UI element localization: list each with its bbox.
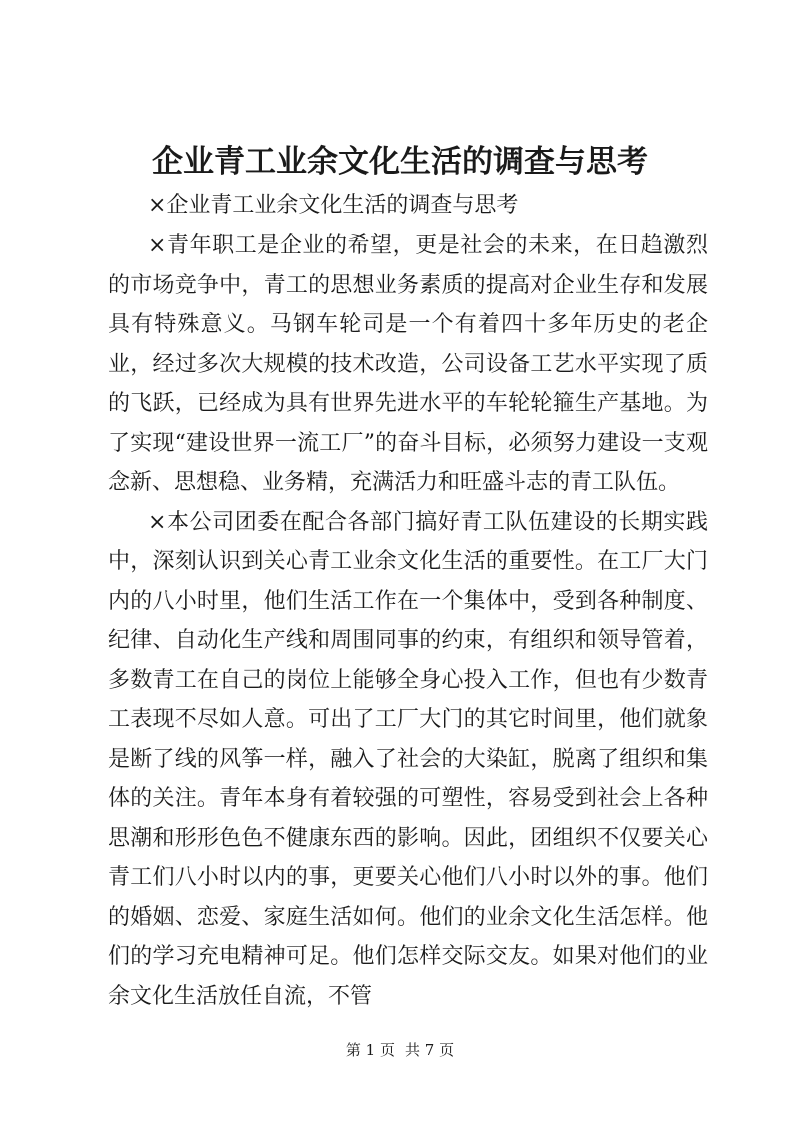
page-total: 共 7 页: [405, 1041, 455, 1059]
page-number: 第 1 页: [345, 1041, 395, 1059]
paragraph-1: ×青年职工是企业的希望，更是社会的未来，在日趋激烈的市场竞争中，青工的思想业务素质的提高对企业生存和发展具有特殊意义。马钢车轮司是一个有着四十多年历史的老企业，经过多次大规模的技术改造，公司设备工艺水平实现了质的飞跃，已经成为具有世界先进水平的车轮轮箍生产基地。为了实现“建设世界一流工厂”的奋斗目标，必须努力建设一支观念新、思想稳、业务精，充满活力和旺盛斗志的青工队伍。: [108, 233, 708, 495]
document-body: [108, 226, 708, 1016]
page-title: 企业青工业余文化生活的调查与思考: [152, 144, 648, 180]
paragraph-2: ×本公司团委在配合各部门搞好青工队伍建设的长期实践中，深刻认识到关心青工业余文化生活的重要性。在工厂大门内的八小时里，他们生活工作在一个集体中，受到各种制度、纪律、自动化生产线和周围同事的约束，有组织和领导管着，多数青工在自己的岗位上能够全身心投入工作，但也有少数青工表现不尽如人意。可出了工厂大门的其它时间里，他们就象是断了线的风筝一样，融入了社会的大染缸，脱离了组织和集体的关注。青年本身有着较强的可塑性，容易受到社会上各种思潮和形形色色不健康东西的影响。因此，团组织不仅要关心青工们八小时以内的事，更要关心他们八小时以外的事。他们的婚姻、恋爱、家庭生活如何。他们的业余文化生活怎样。他们的学习充电精神可足。他们怎样交际交友。如果对他们的业余文化生活放任自流，不管: [108, 509, 708, 1009]
document-subtitle: ×企业青工业余文化生活的调查与思考: [148, 193, 519, 218]
page-footer: [0, 1040, 800, 1060]
